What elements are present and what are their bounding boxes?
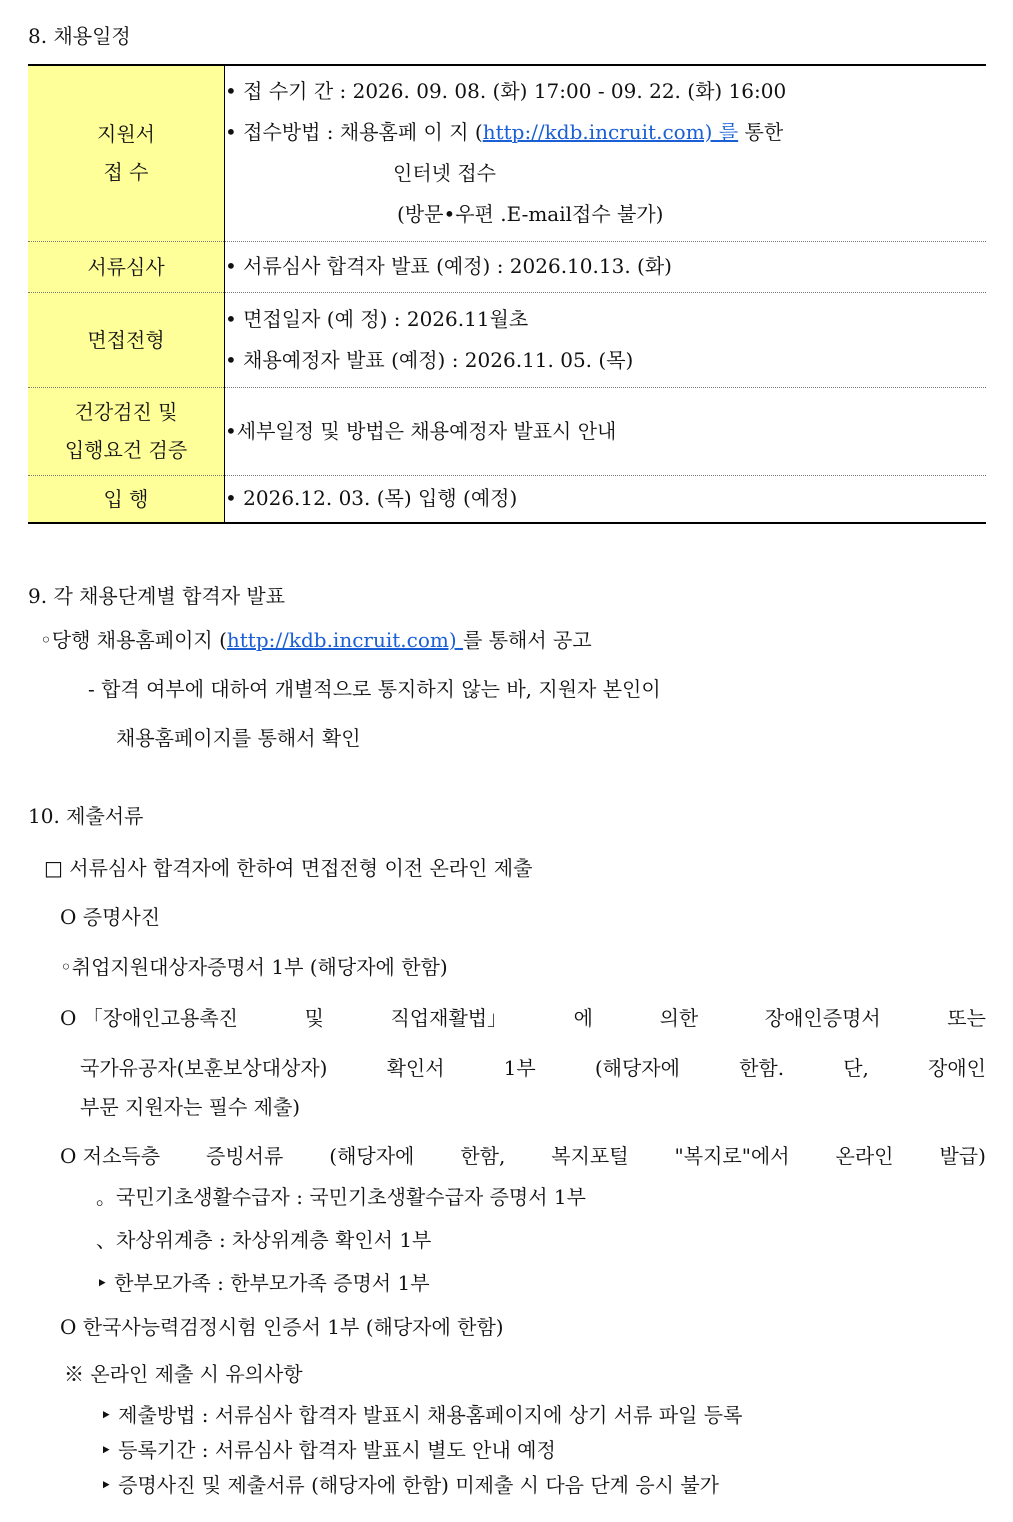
disability-item-line1: O 「장애인고용촉진 및 직업재활법」 에 의한 장애인증명서 또는 bbox=[60, 1006, 986, 1030]
application-internet: 인터넷 접수 bbox=[393, 161, 496, 186]
disability-item-line2: 국가유공자(보훈보상대상자) 확인서 1부 (해당자에 한함. 단, 장애인 bbox=[80, 1056, 986, 1080]
announcement-line: ◦당행 채용홈페이지 (http://kdb.incruit.com) 를 통해서 공고 bbox=[40, 628, 592, 652]
low-income-sub-2: 、차상위계층 : 차상위계층 확인서 1부 bbox=[96, 1228, 432, 1252]
row-content-document-screening: • 서류심사 합격자 발표 (예정) : 2026.10.13. (화) bbox=[225, 241, 987, 292]
announcement-note-cont: 채용홈페이지를 통해서 확인 bbox=[116, 726, 361, 750]
low-income-sub-1: 。국민기초생활수급자 : 국민기초생활수급자 증명서 1부 bbox=[96, 1185, 586, 1209]
row-content-health-check: •세부일정 및 방법은 채용예정자 발표시 안내 bbox=[225, 387, 987, 475]
row-content-interview bbox=[225, 292, 987, 387]
row-content-joining: • 2026.12. 03. (목) 입행 (예정) bbox=[225, 486, 518, 511]
notice-item-3: ‣ 증명사진 및 제출서류 (해당자에 한함) 미제출 시 다음 단계 응시 불가 bbox=[100, 1473, 719, 1497]
schedule-table bbox=[28, 64, 986, 524]
section-8-heading: 8. 채용일정 bbox=[28, 24, 131, 48]
application-period: • 접 수기 간 : 2026. 09. 08. (화) 17:00 - 09. 22. (화) 16:00 bbox=[225, 79, 787, 104]
incruit-link-2[interactable]: http://kdb.incruit.com) bbox=[226, 628, 464, 652]
notice-item-2: ‣ 등록기간 : 서류심사 합격자 발표시 별도 안내 예정 bbox=[100, 1438, 556, 1462]
online-submission-item: □ 서류심사 합격자에 한하여 면접전형 이전 온라인 제출 bbox=[44, 856, 533, 880]
notice-item-1: ‣ 제출방법 : 서류심사 합격자 발표시 채용홈페이지에 상기 서류 파일 등록 bbox=[100, 1403, 743, 1427]
schedule-row-interview bbox=[28, 292, 986, 387]
notice-title: ※ 온라인 제출 시 유의사항 bbox=[64, 1362, 303, 1386]
section-10-heading: 10. 제출서류 bbox=[28, 804, 144, 828]
row-label-health-check: 건강검진 및 입행요건 검증 bbox=[28, 387, 225, 475]
row-label-document-screening: 서류심사 bbox=[28, 241, 225, 292]
row-content-application bbox=[225, 65, 987, 241]
employment-support-item: ◦취업지원대상자증명서 1부 (해당자에 한함) bbox=[60, 955, 448, 979]
korean-history-item: O 한국사능력검정시험 인증서 1부 (해당자에 한함) bbox=[60, 1315, 504, 1339]
row-label-interview: 면접전형 bbox=[28, 292, 225, 387]
interview-date: • 면접일자 (예 정) : 2026.11월초 bbox=[225, 306, 529, 331]
section-9-heading: 9. 각 채용단계별 합격자 발표 bbox=[28, 584, 286, 608]
schedule-row-joining bbox=[28, 475, 986, 523]
photo-item: O 증명사진 bbox=[60, 905, 161, 929]
schedule-row-document-screening bbox=[28, 241, 986, 292]
application-method: • 접수방법 : 채용홈페 이 지 (http://kdb.incruit.com) 를 통한 bbox=[225, 120, 784, 145]
announcement-note: - 합격 여부에 대하여 개별적으로 통지하지 않는 바, 지원자 본인이 bbox=[88, 677, 661, 701]
finalist-announcement: • 채용예정자 발표 (예정) : 2026.11. 05. (목) bbox=[225, 347, 634, 372]
schedule-row-health-check bbox=[28, 387, 986, 475]
row-label-joining: 입 행 bbox=[28, 475, 225, 523]
low-income-sub-3: ‣ 한부모가족 : 한부모가족 증명서 1부 bbox=[96, 1271, 430, 1295]
disability-item-line3: 부문 지원자는 필수 제출) bbox=[80, 1095, 301, 1119]
incruit-link[interactable]: http://kdb.incruit.com) 를 bbox=[482, 120, 739, 145]
low-income-item: O 저소득층 증빙서류 (해당자에 한함, 복지포털 "복지로"에서 온라인 발급) bbox=[60, 1144, 986, 1168]
schedule-row-application bbox=[28, 65, 986, 241]
application-note: (방문•우편 .E-mail접수 불가) bbox=[397, 202, 664, 227]
row-label-application: 지원서 접 수 bbox=[28, 65, 225, 241]
